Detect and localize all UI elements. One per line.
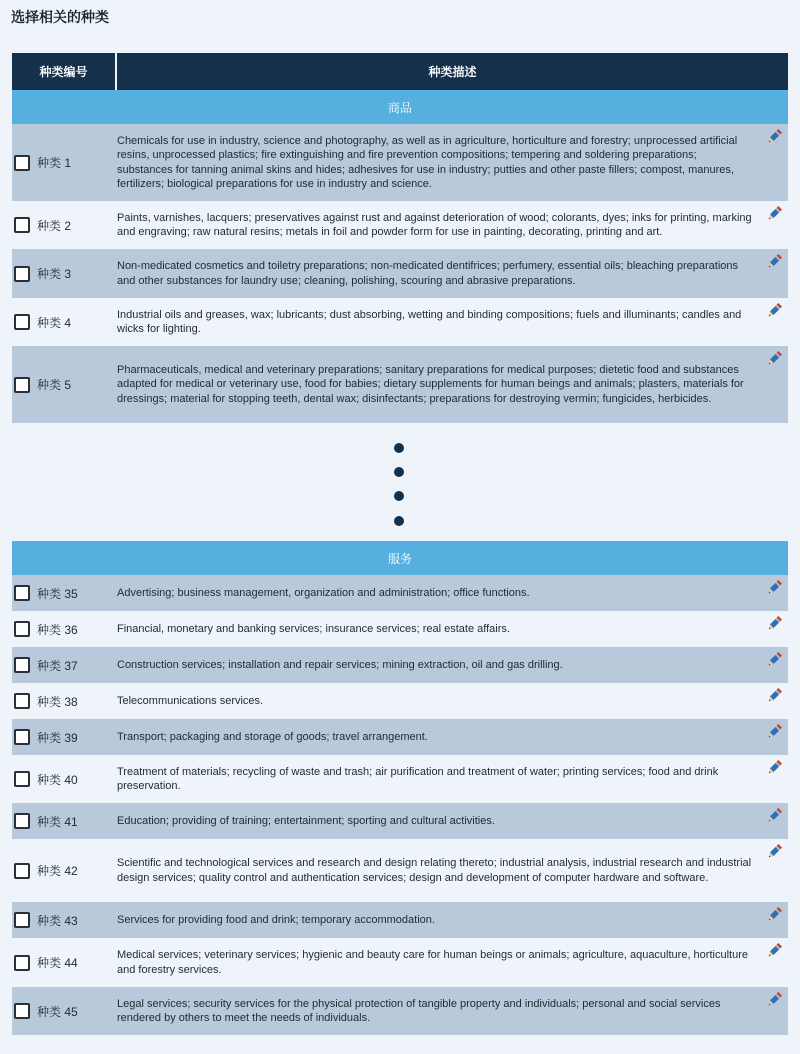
class-number-cell (12, 217, 117, 234)
class-description: Treatment of materials; recycling of waste and trash; air purification and treatment of water; printing services; food and drink preservation. (117, 765, 719, 792)
checkbox-icon[interactable] (14, 863, 30, 879)
pencil-icon[interactable] (766, 942, 783, 959)
table-row (12, 346, 788, 423)
checkbox-icon[interactable] (14, 813, 30, 829)
class-description: Advertising; business management, organization and administration; office functions. (117, 586, 530, 599)
pencil-icon[interactable] (766, 205, 783, 222)
table-row (12, 719, 788, 755)
class-description: Transport; packaging and storage of goods; travel arrangement. (117, 730, 428, 743)
class-number-label: 种类 40 (37, 772, 78, 787)
table-row (12, 902, 788, 938)
goods-rows (12, 124, 788, 423)
class-number-cell (12, 376, 117, 393)
header-class-number: 种类编号 (12, 53, 117, 90)
class-description: Non-medicated cosmetics and toiletry preparations; non-medicated dentifrices; perfumery, essential oils; bleaching preparations and other substances for laundry use; cleaning, polishing, scouring and abrasive preparations. (117, 260, 739, 287)
checkbox-icon[interactable] (14, 621, 30, 637)
checkbox-icon[interactable] (14, 771, 30, 787)
table-row (12, 124, 788, 201)
class-number-cell (12, 154, 117, 171)
table-row (12, 201, 788, 249)
class-number-label: 种类 43 (37, 913, 78, 928)
class-number-label: 种类 2 (37, 218, 72, 233)
checkbox-icon[interactable] (14, 1003, 30, 1019)
class-description: Legal services; security services for the physical protection of tangible property and individuals; personal and social services rendered by others to meet the needs of individuals. (117, 997, 721, 1024)
table-row (12, 611, 788, 647)
class-number-cell (12, 621, 117, 638)
pencil-icon[interactable] (766, 906, 783, 923)
table-header (12, 53, 788, 90)
class-number-label: 种类 45 (37, 1004, 78, 1019)
pencil-icon[interactable] (766, 991, 783, 1008)
class-table (12, 53, 788, 1035)
ellipsis-dot (394, 467, 404, 477)
pencil-icon[interactable] (766, 350, 783, 367)
class-number-label: 种类 1 (37, 156, 72, 170)
class-number-label: 种类 44 (37, 956, 78, 970)
checkbox-icon[interactable] (14, 266, 30, 282)
checkbox-icon[interactable] (14, 912, 30, 928)
class-description: Medical services; veterinary services; hygienic and beauty care for human beings or animals; agriculture, aquaculture, horticulture and forestry services. (117, 949, 748, 976)
table-row (12, 803, 788, 839)
pencil-icon[interactable] (766, 615, 783, 632)
pencil-icon[interactable] (766, 128, 783, 145)
checkbox-icon[interactable] (14, 377, 30, 393)
class-description: Scientific and technological services and research and design relating thereto; industrial analysis, industrial research and industrial design services; quality control and authentication services; design and development of computer hardware and software. (117, 857, 752, 884)
class-number-label: 种类 39 (37, 730, 78, 745)
table-row (12, 755, 788, 803)
class-number-label: 种类 37 (37, 658, 78, 673)
class-number-cell (12, 862, 117, 879)
services-rows (12, 575, 788, 1035)
table-row (12, 647, 788, 683)
section-goods: 商品 (12, 90, 788, 124)
class-description: Services for providing food and drink; temporary accommodation. (117, 913, 435, 926)
ellipsis-dot (394, 491, 404, 501)
checkbox-icon[interactable] (14, 217, 30, 233)
class-number-cell (12, 657, 117, 674)
checkbox-icon[interactable] (14, 155, 30, 171)
class-number-label: 种类 36 (37, 622, 78, 637)
header-class-description: 种类描述 (428, 65, 477, 79)
pencil-icon[interactable] (766, 579, 783, 596)
checkbox-icon[interactable] (14, 314, 30, 330)
table-row (12, 839, 788, 902)
pencil-icon[interactable] (766, 253, 783, 270)
class-number-label: 种类 4 (37, 315, 72, 330)
ellipsis-dot (394, 443, 404, 453)
section-services: 服务 (12, 541, 788, 575)
class-number-cell (12, 813, 117, 830)
class-description: Construction services; installation and repair services; mining extraction, oil and gas drilling. (117, 658, 563, 671)
pencil-icon[interactable] (766, 723, 783, 740)
table-row (12, 938, 788, 987)
table-row (12, 575, 788, 611)
class-number-cell (12, 1003, 117, 1020)
class-description: Pharmaceuticals, medical and veterinary preparations; sanitary preparations for medical purposes; dietetic food and substances adapted for medical or veterinary use, food for babies; dietary supplements for human beings and animals; plasters, materials for dressings; material for stopping teeth, dental wax; disinfectants; preparations for destroying vermin; fungicides, herbicides. (117, 363, 744, 405)
class-number-cell (12, 729, 117, 746)
checkbox-icon[interactable] (14, 729, 30, 745)
class-number-cell (12, 314, 117, 331)
class-number-cell (12, 585, 117, 602)
table-row (12, 249, 788, 298)
table-row (12, 298, 788, 346)
class-number-cell (12, 771, 117, 788)
class-description: Industrial oils and greases, wax; lubricants; dust absorbing, wetting and binding compositions; fuels and illuminants; candles and wicks for lighting. (117, 308, 742, 335)
table-row (12, 683, 788, 719)
class-description: Paints, varnishes, lacquers; preservatives against rust and against deterioration of wood; colorants, dyes; inks for printing, marking and engraving; raw natural resins; metals in foil and powder form for use in painting, decorating, printing and art. (117, 211, 752, 238)
class-number-cell (12, 265, 117, 282)
class-number-label: 种类 3 (37, 267, 72, 281)
checkbox-icon[interactable] (14, 693, 30, 709)
page-title: 选择相关的种类 (11, 9, 109, 25)
pencil-icon[interactable] (766, 302, 783, 319)
class-number-cell (12, 693, 117, 710)
class-number-label: 种类 35 (37, 586, 78, 601)
checkbox-icon[interactable] (14, 585, 30, 601)
class-description: Education; providing of training; entertainment; sporting and cultural activities. (117, 814, 495, 827)
pencil-icon[interactable] (766, 687, 783, 704)
checkbox-icon[interactable] (14, 955, 30, 971)
pencil-icon[interactable] (766, 651, 783, 668)
pencil-icon[interactable] (766, 807, 783, 824)
class-description: Telecommunications services. (117, 694, 264, 707)
ellipsis-separator (12, 423, 788, 541)
pencil-icon[interactable] (766, 759, 783, 776)
class-description: Financial, monetary and banking services; insurance services; real estate affairs. (117, 622, 510, 635)
ellipsis-dot (394, 516, 404, 526)
class-number-label: 种类 5 (37, 378, 72, 392)
class-number-label: 种类 41 (37, 814, 78, 829)
class-description: Chemicals for use in industry, science and photography, as well as in agriculture, horticulture and forestry; unprocessed artificial resins, unprocessed plastics; fire extinguishing and fire prevention compositions; tempering and soldering preparations; substances for tanning animal skins and hides; adhesives for use in industry; putties and other paste fillers; compost, manures, fertilizers; biological preparations for use in industry and science. (117, 134, 738, 190)
pencil-icon[interactable] (766, 843, 783, 860)
class-number-label: 种类 42 (37, 864, 78, 878)
checkbox-icon[interactable] (14, 657, 30, 673)
class-number-cell (12, 912, 117, 929)
class-number-label: 种类 38 (37, 694, 78, 709)
class-number-cell (12, 954, 117, 971)
table-row (12, 987, 788, 1035)
